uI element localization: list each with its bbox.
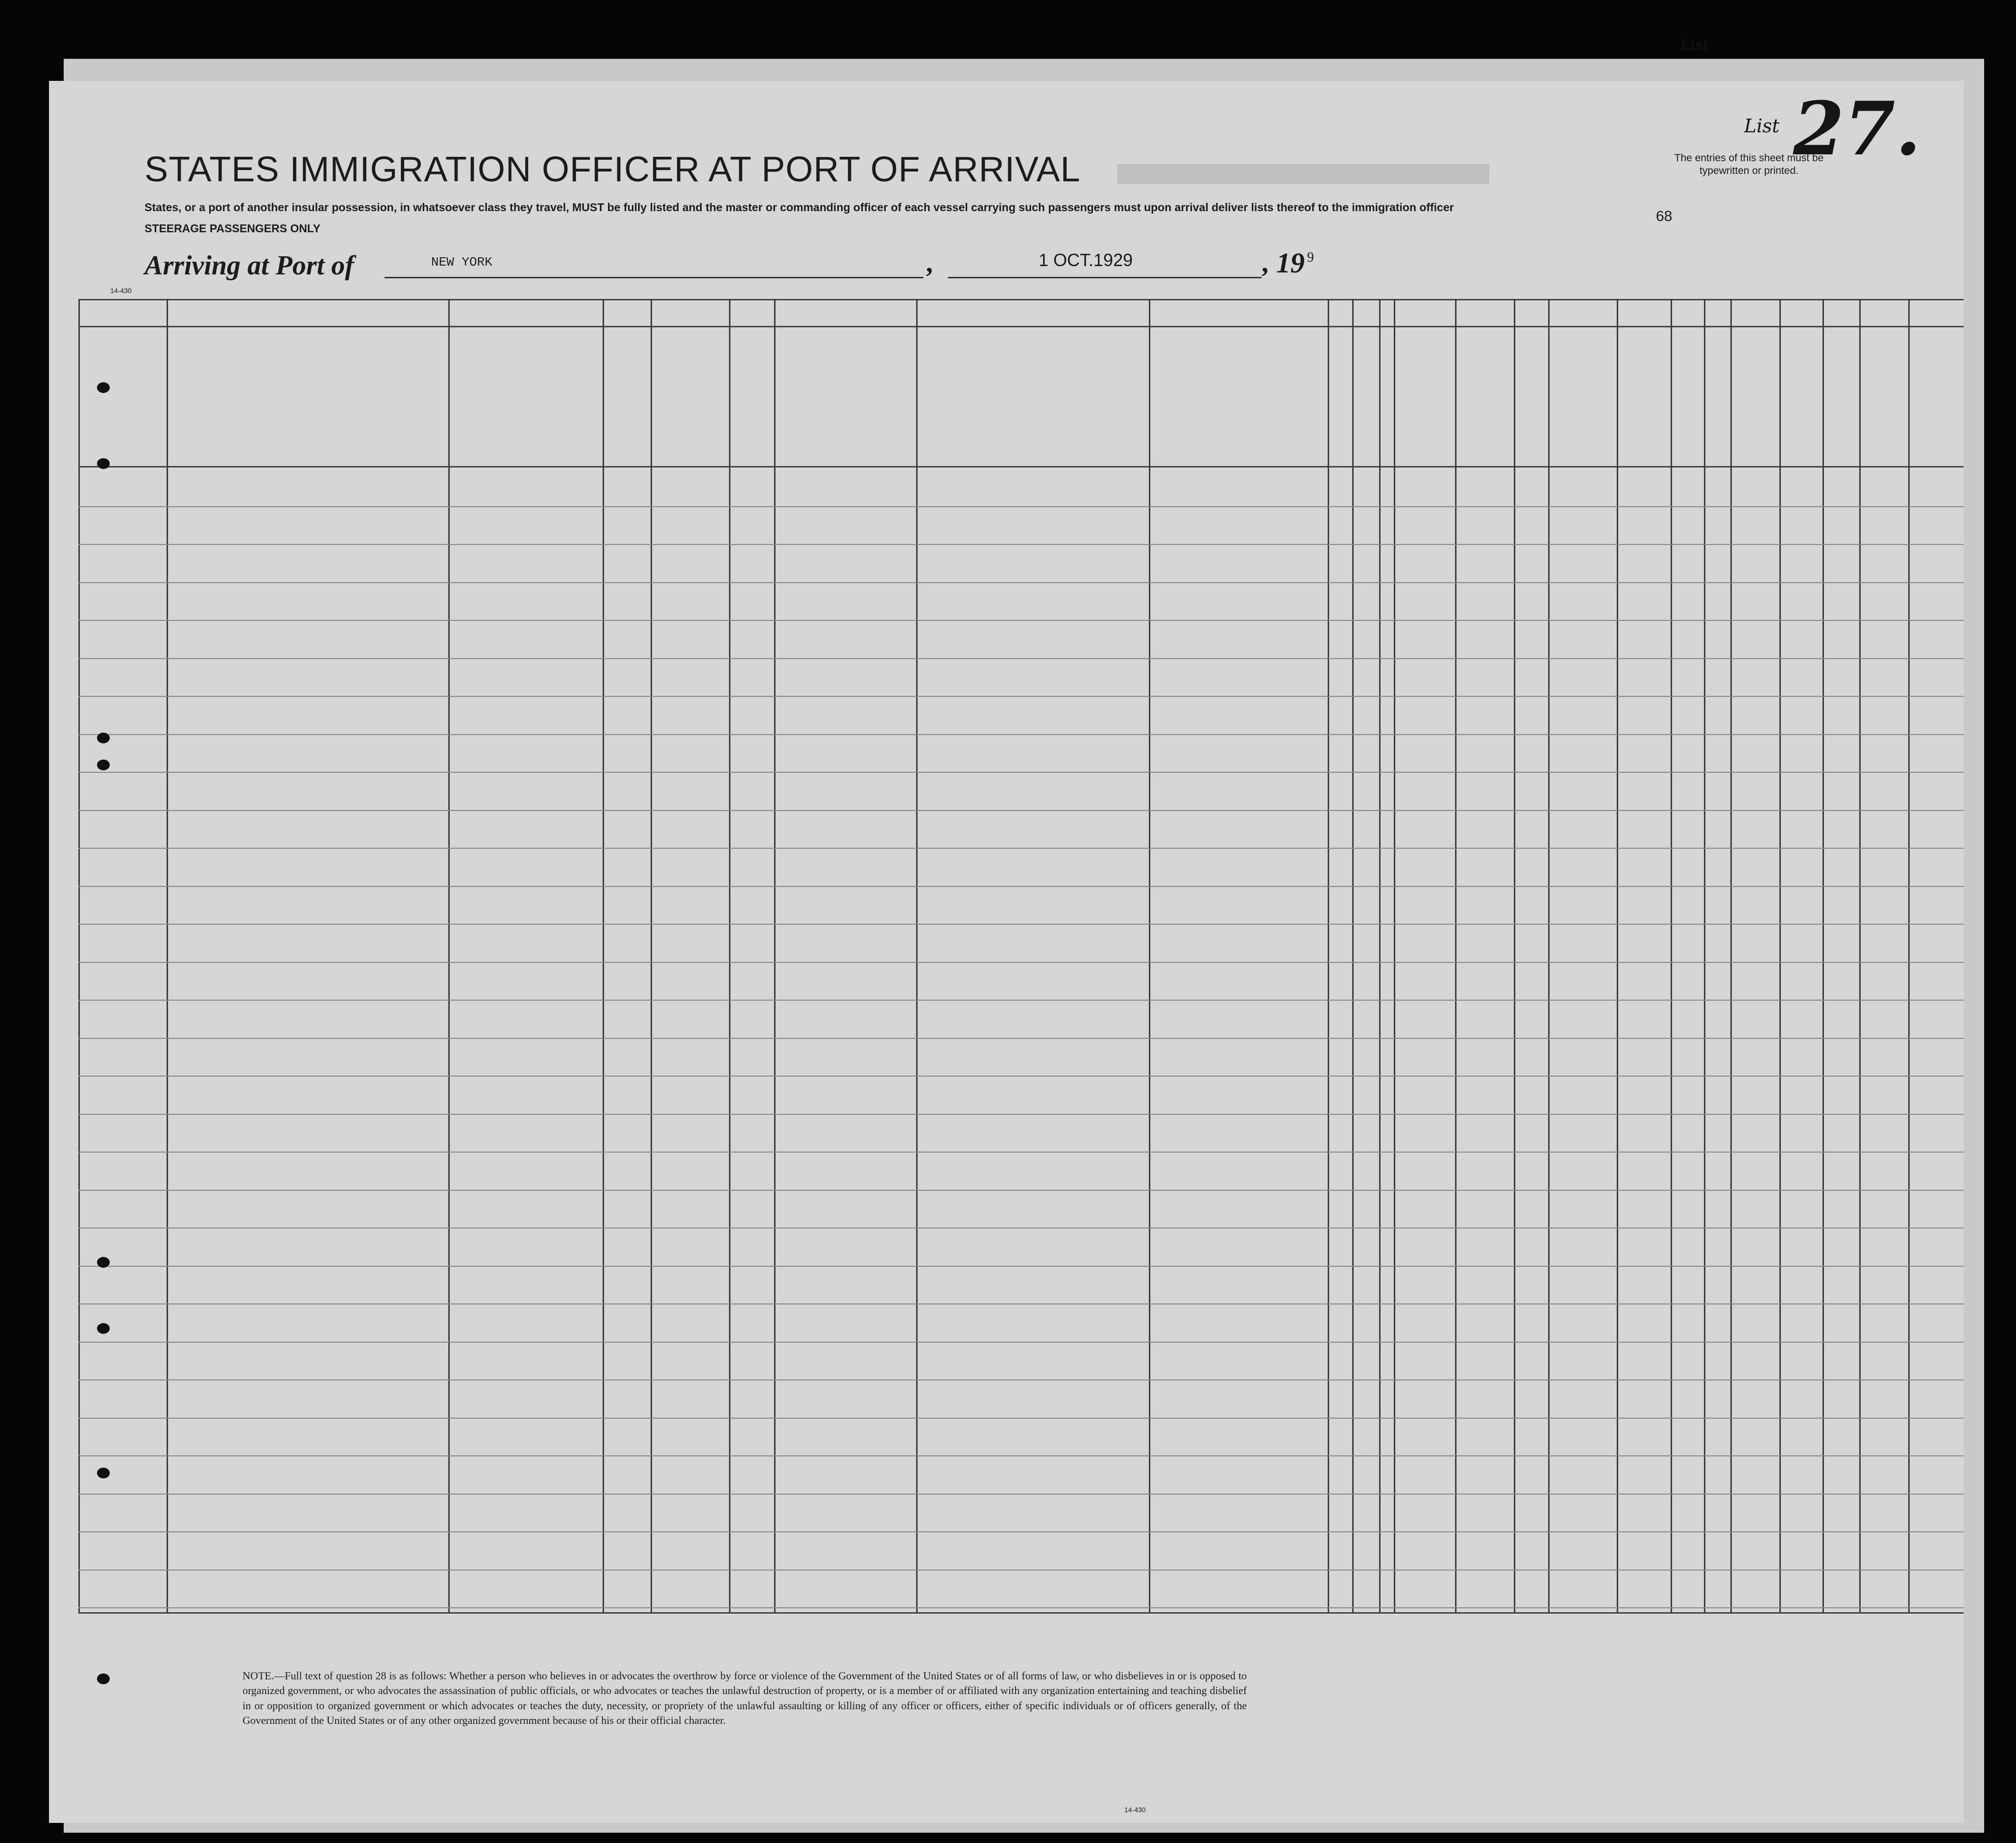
row-rule (78, 1303, 1964, 1304)
column-divider (167, 299, 168, 1612)
date-value: 1 OCT.1929 (1039, 250, 1133, 270)
punch-hole (97, 1257, 110, 1268)
column-divider (1779, 299, 1781, 1612)
row-rule (78, 886, 1964, 887)
manifest-page (49, 37, 1964, 1823)
row-rule (78, 1455, 1964, 1456)
row-rule (78, 1607, 1964, 1608)
punch-hole (97, 760, 110, 770)
punch-hole (97, 382, 110, 393)
row-rule (78, 848, 1964, 849)
column-divider (1617, 299, 1618, 1612)
punch-hole (97, 1468, 110, 1478)
steerage-label: STEERAGE PASSENGERS ONLY (145, 222, 321, 235)
column-divider (1859, 299, 1861, 1612)
column-divider (1149, 299, 1150, 1612)
table-bottom-rule (78, 1612, 1964, 1614)
form-number-bottom: 14-430 (1124, 1806, 1146, 1814)
row-rule (78, 1494, 1964, 1495)
column-divider (1908, 299, 1910, 1612)
column-divider (603, 299, 604, 1612)
row-rule (78, 582, 1964, 583)
column-divider (1455, 299, 1457, 1612)
row-rule (78, 658, 1964, 659)
column-divider (1352, 299, 1354, 1612)
column-divider (774, 299, 776, 1612)
row-rule (78, 1266, 1964, 1267)
year-prefix: 19 (1276, 247, 1305, 279)
year-suffix: 9 (1307, 250, 1314, 265)
column-divider (1822, 299, 1824, 1612)
sheet-number: 68 (1656, 208, 1673, 224)
row-rule (78, 1379, 1964, 1380)
instructions-line: States, or a port of another insular possession, in whatsoever class they travel, MUST be fully listed and the master or commanding officer of each vessel carrying such passengers must upon arrival deliver lists thereof to the immigration officer (145, 201, 1454, 214)
row-rule (78, 1570, 1964, 1571)
row-rule (78, 772, 1964, 773)
column-divider (448, 299, 450, 1612)
row-rule (78, 620, 1964, 621)
column-divider (1379, 299, 1381, 1612)
comma-1: , (926, 248, 933, 278)
row-rule (78, 924, 1964, 925)
column-divider (1730, 299, 1732, 1612)
arriving-label: Arriving at Port of (145, 250, 354, 281)
column-divider (78, 299, 80, 1612)
column-divider (1514, 299, 1515, 1612)
row-rule (78, 1076, 1964, 1077)
column-divider (1671, 299, 1672, 1612)
column-divider (651, 299, 652, 1612)
row-rule (78, 1000, 1964, 1001)
row-rule (78, 1114, 1964, 1115)
column-divider (729, 299, 730, 1612)
list-label: List (1744, 115, 1780, 137)
row-rule (78, 1342, 1964, 1343)
punch-hole (97, 733, 110, 743)
row-rule (78, 1531, 1964, 1532)
document-title: STATES IMMIGRATION OFFICER AT PORT OF ARRIVAL (145, 150, 1081, 189)
top-corner-label: List (1680, 37, 1708, 54)
row-rule (78, 696, 1964, 697)
row-rule (78, 962, 1964, 963)
list-number: 27. (1793, 86, 1921, 172)
comma-2: , (1262, 248, 1268, 278)
row-rule (78, 544, 1964, 545)
port-value: NEW YORK (431, 255, 492, 270)
column-divider (1394, 299, 1395, 1612)
column-divider (1328, 299, 1329, 1612)
table-top-rule (78, 299, 1964, 300)
punch-hole (97, 1323, 110, 1334)
row-rule (78, 1418, 1964, 1419)
row-rule (78, 1190, 1964, 1191)
header-bottom-rule (78, 466, 1964, 467)
row-rule (78, 1228, 1964, 1229)
header-top-rule (78, 326, 1964, 327)
row-rule (78, 810, 1964, 811)
typewritten-note: The entries of this sheet must be typewritten or printed. (1674, 152, 1824, 177)
manifest-table (49, 81, 1964, 1823)
row-rule (78, 734, 1964, 735)
row-rule (78, 1152, 1964, 1153)
column-divider (1548, 299, 1550, 1612)
column-divider (1704, 299, 1705, 1612)
row-rule (78, 1038, 1964, 1039)
form-number-top: 14-430 (110, 287, 132, 295)
column-divider (916, 299, 918, 1612)
punch-hole (97, 1673, 110, 1684)
row-rule (78, 506, 1964, 507)
punch-hole (97, 458, 110, 469)
footnote: NOTE.—Full text of question 28 is as follows: Whether a person who believes in or advocates the overthrow by force or violence of the Government of the United States or of all forms of law, or who disbelieves in or is opposed to organized government, or who advocates the assassination of public officials, or who advocates or teaches the unlawful destruction of property, or is a member of or affiliated with any organization entertaining and teaching disbelief in or opposition to organized government or which advocates or teaches the duty, necessity, or propriety of the unlawful assaulting or killing of any officer or officers, either of specific individuals or of officers generally, of the Government of the United States or of any other organized government because of his or their official character. (243, 1670, 1247, 1727)
